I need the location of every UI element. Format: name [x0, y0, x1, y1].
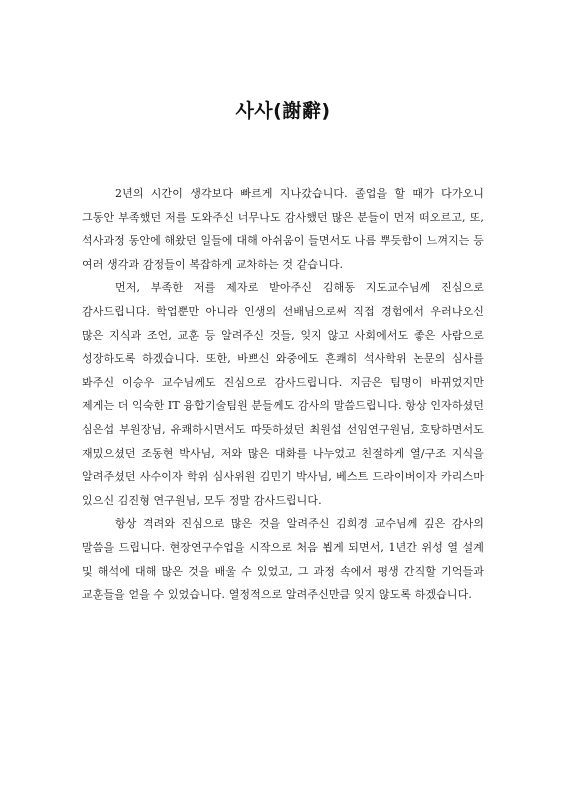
- acknowledgment-body: [82, 182, 484, 607]
- paragraph-advisors: 먼저, 부족한 저를 제자로 받아주신 김해동 지도교수님께 진심으로 감사드립니다. 학업뿐만 아니라 인생의 선배님으로써 직접 경험에서 우러나오신 많은 지식과 조언, 교훈 등 알려주신 것들, 잊지 않고 사회에서도 좋은 사람으로 성장하도록 하겠습니다. 또한, 바쁘신 와중에도 흔쾌히 석사학위 논문의 심사를 봐주신 이승우 교수님께도 진심으로 감사드립니다. 지금은 팀명이 바뀌었지만 제게는 더 익숙한 IT 융합기술팀원 분들께도 감사의 말씀드립니다. 항상 인자하셨던 심은섭 부원장님, 유쾌하시면서도 따뜻하셨던 최원섭 선임연구원님, 호탕하면서도 재밌으셨던 조동현 박사님, 저와 많은 대화를 나누었고 친절하게 열/구조 지식을 알려주셨던 사수이자 학위 심사위원 김민기 박사님, 베스트 드라이버이자 카리스마 있으신 김진형 연구원님, 모두 정말 감사드립니다.: [82, 281, 484, 507]
- paragraph-professor: 항상 격려와 진심으로 많은 것을 알려주신 김희경 교수님께 깊은 감사의 말씀을 드립니다. 현장연구수업을 시작으로 처음 뵙게 되면서, 1년간 위성 열 설계 및 해석에 대해 많은 것을 배울 수 있었고, 그 과정 속에서 평생 간직할 기억들과 교훈들을 얻을 수 있었습니다. 열정적으로 알려주신만큼 잊지 않도록 하겠습니다.: [82, 517, 484, 602]
- paragraph-intro: 2년의 시간이 생각보다 빠르게 지나갔습니다. 졸업을 할 때가 다가오니 그동안 부족했던 저를 도와주신 너무나도 감사했던 많은 분들이 먼저 떠오르고, 또, 석사과정 동안에 해왔던 일들에 대해 아쉬움이 들면서도 나름 뿌듯함이 느껴지는 등 여러 생각과 감정들이 복잡하게 교차하는 것 같습니다.: [82, 187, 484, 271]
- page-title: 사사(謝辭): [235, 100, 331, 122]
